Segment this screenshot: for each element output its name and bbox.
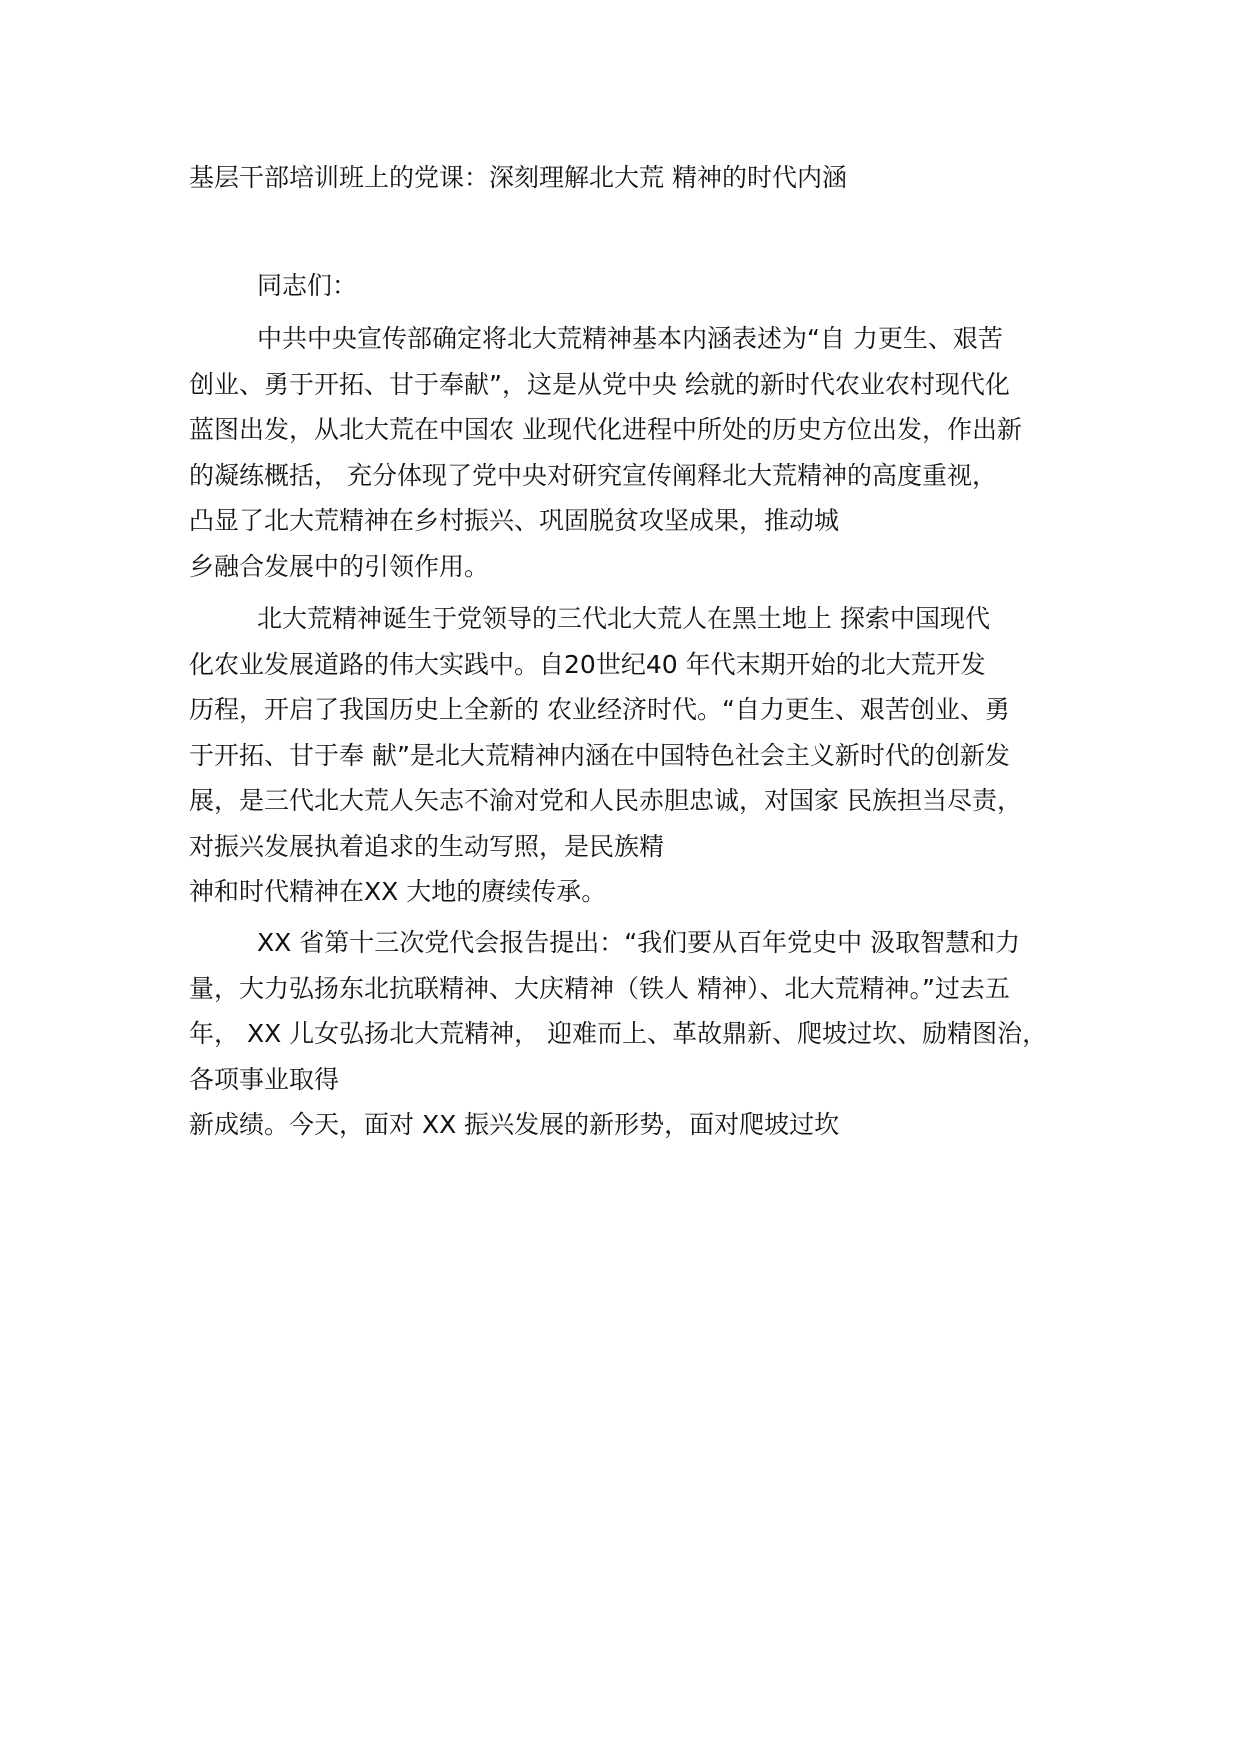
- paragraph-line: 新成绩。今天，面对 XX 振兴发展的新形势，面对爬坡过坎: [189, 1110, 840, 1139]
- paragraph-line: 于开拓、甘于奉 献”是北大荒精神内涵在中国特色社会主义新时代的创新发: [189, 740, 1010, 770]
- paragraph-2: [189, 596, 1069, 915]
- paragraph-line: 中共中央宣传部确定将北大荒精神基本内涵表述为“自 力更生、艰苦: [257, 324, 1003, 353]
- paragraph-line: 乡融合发展中的引领作用。: [189, 551, 490, 581]
- paragraph-line: XX 省第十三次党代会报告提出：“我们要从百年党史中 汲取智慧和力: [257, 928, 1021, 957]
- paragraph-line: 历程，开启了我国历史上全新的 农业经济时代。“自力更生、艰苦创业、勇: [189, 695, 1010, 724]
- paragraph-line: 量，大力弘扬东北抗联精神、大庆精神（铁人 精神）、北大荒精神。”过去五: [189, 973, 1010, 1003]
- document-title: 基层干部培训班上的党课：深刻理解北大荒 精神的时代内涵: [189, 163, 847, 192]
- paragraph-line: 对振兴发展执着追求的生动写照，是民族精: [189, 831, 665, 861]
- paragraph-1: [189, 316, 1069, 589]
- paragraph-line: 北大荒精神诞生于党领导的三代北大荒人在黑土地上 探索中国现代: [257, 604, 990, 633]
- paragraph-line: 蓝图出发，从北大荒在中国农 业现代化进程中所处的历史方位出发，作出新: [189, 415, 1022, 444]
- paragraph-line: 凸显了北大荒精神在乡村振兴、巩固脱贫攻坚成果，推动城: [189, 506, 840, 535]
- salutation: 同志们：: [257, 271, 358, 300]
- paragraph-line: 各项事业取得: [189, 1064, 340, 1094]
- paragraph-line: 神和时代精神在XX 大地的赓续传承。: [189, 877, 607, 906]
- paragraph-line: 化农业发展道路的伟大实践中。自20世纪40 年代末期开始的北大荒开发: [189, 649, 986, 679]
- paragraph-line: 年， XX 儿女弘扬北大荒精神， 迎难而上、革故鼎新、爬坡过坎、励精图治，: [189, 1019, 1048, 1048]
- paragraph-line: 展，是三代北大荒人矢志不渝对党和人民赤胆忠诚，对国家 民族担当尽责，: [189, 786, 1022, 815]
- paragraph-line: 的凝练概括， 充分体现了党中央对研究宣传阐释北大荒精神的高度重视，: [189, 460, 997, 490]
- paragraph-line: 创业、勇于开拓、甘于奉献”，这是从党中央 绘就的新时代农业农村现代化: [189, 369, 1010, 399]
- paragraph-3: [189, 920, 1069, 1148]
